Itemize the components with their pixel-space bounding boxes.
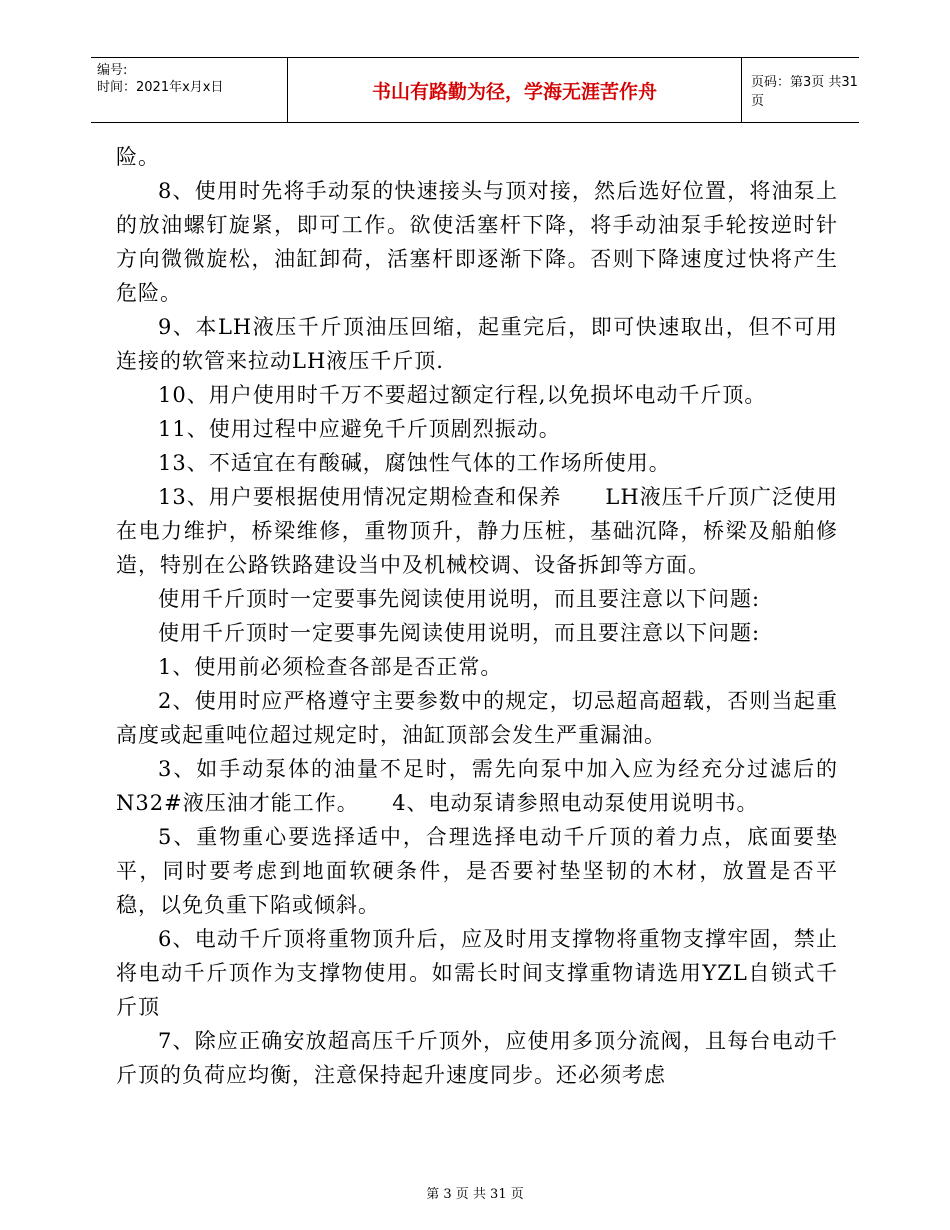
paragraph: 2、使用时应严格遵守主要参数中的规定，切忌超高超载，否则当起重高度或起重吨位超过规定时，油缸顶部会发生严重漏油。 xyxy=(116,689,838,747)
paragraph: 5、重物重心要选择适中，合理选择电动千斤顶的着力点，底面要垫平，同时要考虑到地面软硬条件，是否要衬垫坚韧的木材，放置是否平稳，以免负重下陷或倾斜。 xyxy=(116,825,838,917)
page-footer: 第 3 页 共 31 页 xyxy=(426,1187,524,1202)
header-page-info: 页码：第3页 共31页 xyxy=(751,75,858,109)
paragraph: 7、除应正确安放超高压千斤顶外，应使用多顶分流阀，且每台电动千斤顶的负荷应均衡，注意保持起升速度同步。还必须考虑 xyxy=(116,1029,838,1087)
header-meta xyxy=(97,62,282,96)
paragraph: 13、不适宜在有酸碱，腐蚀性气体的工作场所使用。 xyxy=(158,451,671,475)
header-motto: 书山有路勤为径，学海无涯苦作舟 xyxy=(287,58,742,122)
paragraph: 使用千斤顶时一定要事先阅读使用说明，而且要注意以下问题: xyxy=(158,587,761,611)
paragraph: 8、使用时先将手动泵的快速接头与顶对接，然后选好位置，将油泵上的放油螺钉旋紧，即可工作。欲使活塞杆下降，将手动油泵手轮按逆时针方向微微旋松，油缸卸荷，活塞杆即逐渐下降。否则下降速度过快将产生危险。 xyxy=(116,179,838,305)
page-header xyxy=(91,57,859,123)
document-time: 时间：2021年x月x日 xyxy=(97,80,224,95)
paragraph: 1、使用前必须检查各部是否正常。 xyxy=(158,655,503,679)
paragraph: 6、电动千斤顶将重物顶升后，应及时用支撑物将重物支撑牢固，禁止将电动千斤顶作为支撑物使用。如需长时间支撑重物请选用YZL自锁式千斤顶 xyxy=(116,927,838,1019)
paragraph: 险。 xyxy=(116,145,160,169)
paragraph: 9、本LH液压千斤顶油压回缩，起重完后，即可快速取出，但不可用连接的软管来拉动LH液压千斤顶. xyxy=(116,315,838,373)
paragraph: 使用千斤顶时一定要事先阅读使用说明，而且要注意以下问题: xyxy=(158,621,761,645)
paragraph: 13、用户要根据使用情况定期检查和保养 LH液压千斤顶广泛使用在电力维护，桥梁维修，重物顶升，静力压桩，基础沉降，桥梁及船舶修造，特别在公路铁路建设当中及机械校调、设备拆卸等方面。 xyxy=(116,485,838,577)
paragraph: 11、使用过程中应避免千斤顶剧烈振动。 xyxy=(158,417,561,441)
paragraph: 10、用户使用时千万不要超过额定行程,以免损坏电动千斤顶。 xyxy=(158,383,767,407)
paragraph: 3、如手动泵体的油量不足时，需先向泵中加入应为经充分过滤后的N32#液压油才能工作。 4、电动泵请参照电动泵使用说明书。 xyxy=(116,757,838,815)
document-body xyxy=(116,140,838,1092)
document-id-label: 编号: xyxy=(97,63,128,78)
